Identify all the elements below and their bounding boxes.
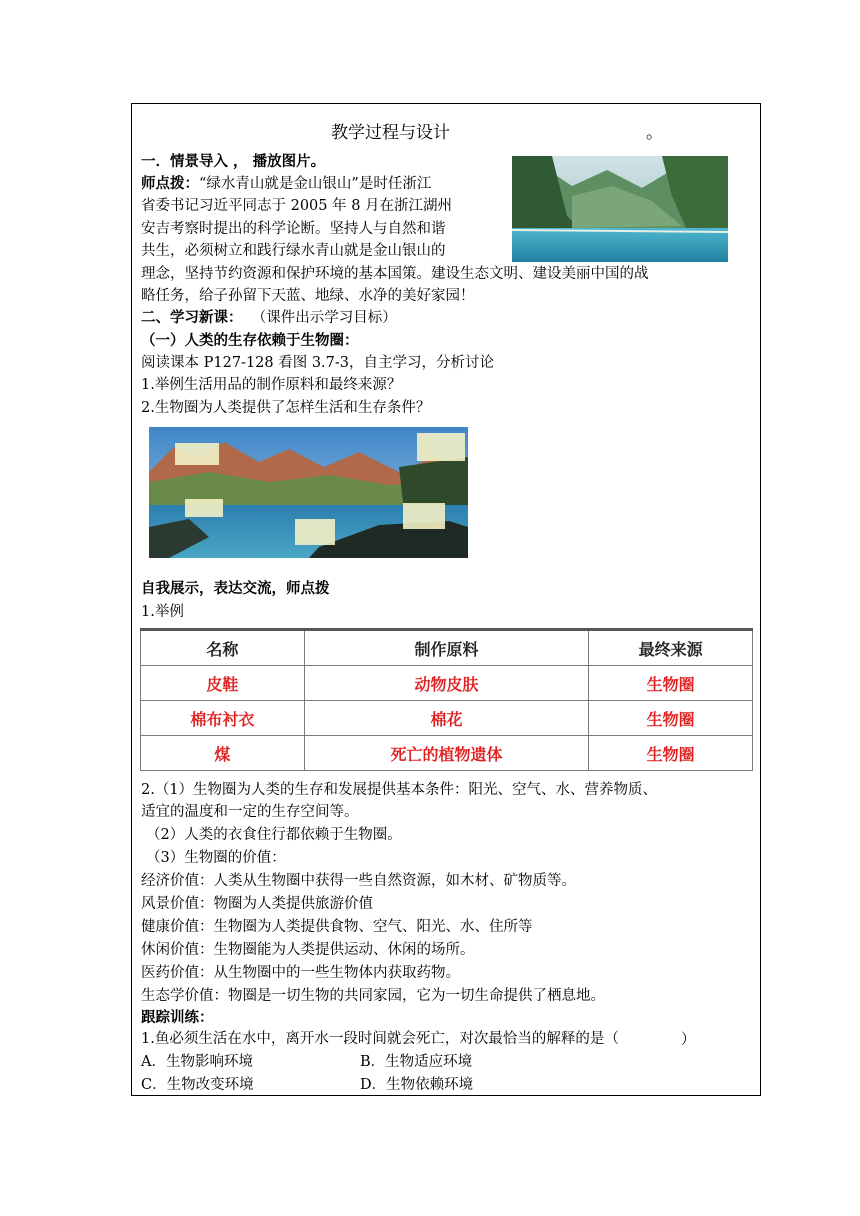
mountain-lake-photo: [149, 427, 468, 558]
intro-line-1: 师点拨：“绿水青山就是金山银山”是时任浙江: [141, 176, 432, 192]
value-health: 健康价值：生物圈为人类提供食物、空气、阳光、水、住所等: [141, 919, 533, 935]
example-label: 1.举例: [141, 604, 184, 620]
answer-blank-close: ）: [681, 1032, 696, 1048]
column-header: 名称: [141, 630, 305, 666]
table-cell: 生物圈: [589, 736, 753, 771]
table-cell: 皮鞋: [141, 666, 305, 701]
lake-forest-photo: [512, 156, 728, 262]
column-header: 最终来源: [589, 630, 753, 666]
section-heading-learn: 二、学习新课： （课件出示学习目标）: [141, 310, 397, 326]
option-d: D．生物依赖环境: [360, 1077, 474, 1093]
option-b: B．生物适应环境: [360, 1054, 473, 1070]
intro-line-2: 省委书记习近平同志于 2005 年 8 月在浙江湖州: [141, 198, 453, 214]
subsection-heading: （一）人类的生存依赖于生物圈：: [141, 333, 359, 349]
table-cell: 棉布衬衣: [141, 701, 305, 736]
intro-line-3: 安吉考察时提出的科学论断。坚持人与自然和谐: [141, 221, 446, 237]
value-scenery: 风景价值：物圈为人类提供旅游价值: [141, 896, 373, 912]
table-row: [141, 736, 753, 771]
intro-line-6: 略任务，给子孙留下天蓝、地绿、水净的美好家园！: [141, 288, 475, 304]
self-show-heading: 自我展示，表达交流，师点拨: [141, 581, 330, 597]
question-1: 1.举例生活用品的制作原料和最终来源？: [141, 377, 402, 393]
answer-line-1: 2.（1）生物圈为人类的生存和发展提供基本条件：阳光、空气、水、营养物质、: [141, 782, 658, 798]
answer-line-3: （2）人类的衣食住行都依赖于生物圈。: [146, 827, 402, 843]
table-header-row: [141, 630, 753, 666]
intro-line-5: 理念，坚持节约资源和保护环境的基本国策。建设生态文明、建设美丽中国的战: [141, 266, 649, 282]
question-2: 2.生物圈为人类提供了怎样生活和生存条件？: [141, 400, 431, 416]
option-c: C．生物改变环境: [141, 1077, 254, 1093]
table-row: [141, 666, 753, 701]
intro-line-4: 共生，必须树立和践行绿水青山就是金山银山的: [141, 243, 446, 259]
answer-line-4: （3）生物圈的价值：: [146, 850, 286, 866]
table-cell: 棉花: [304, 701, 589, 736]
value-leisure: 休闲价值：生物圈能为人类提供运动、休闲的场所。: [141, 942, 475, 958]
reading-instruction: 阅读课本 P127-128 看图 3.7-3，自主学习，分析讨论: [141, 355, 495, 371]
section-heading-intro: 一．情景导入 ， 播放图片。: [141, 154, 326, 170]
table-row: [141, 701, 753, 736]
value-medicine: 医药价值：从生物圈中的一些生物体内获取药物。: [141, 965, 460, 981]
table-cell: 生物圈: [589, 701, 753, 736]
table-cell: 生物圈: [589, 666, 753, 701]
value-ecology: 生态学价值：物圈是一切生物的共同家园，它为一切生命提供了栖息地。: [141, 988, 605, 1004]
answer-line-2: 适宜的温度和一定的生存空间等。: [141, 804, 359, 820]
practice-heading: 跟踪训练：: [141, 1010, 214, 1026]
practice-question: 1.鱼必须生活在水中，离开水一段时间就会死亡，对次最恰当的解释的是（: [141, 1031, 619, 1047]
option-a: A．生物影响环境: [141, 1054, 253, 1070]
table-cell: 死亡的植物遗体: [304, 736, 589, 771]
example-table: [140, 628, 753, 771]
table-cell: 动物皮肤: [304, 666, 589, 701]
value-economic: 经济价值：人类从生物圈中获得一些自然资源，如木材、矿物质等。: [141, 873, 576, 889]
page-title: 教学过程与设计 。: [331, 123, 663, 143]
table-cell: 煤: [141, 736, 305, 771]
column-header: 制作原料: [304, 630, 589, 666]
